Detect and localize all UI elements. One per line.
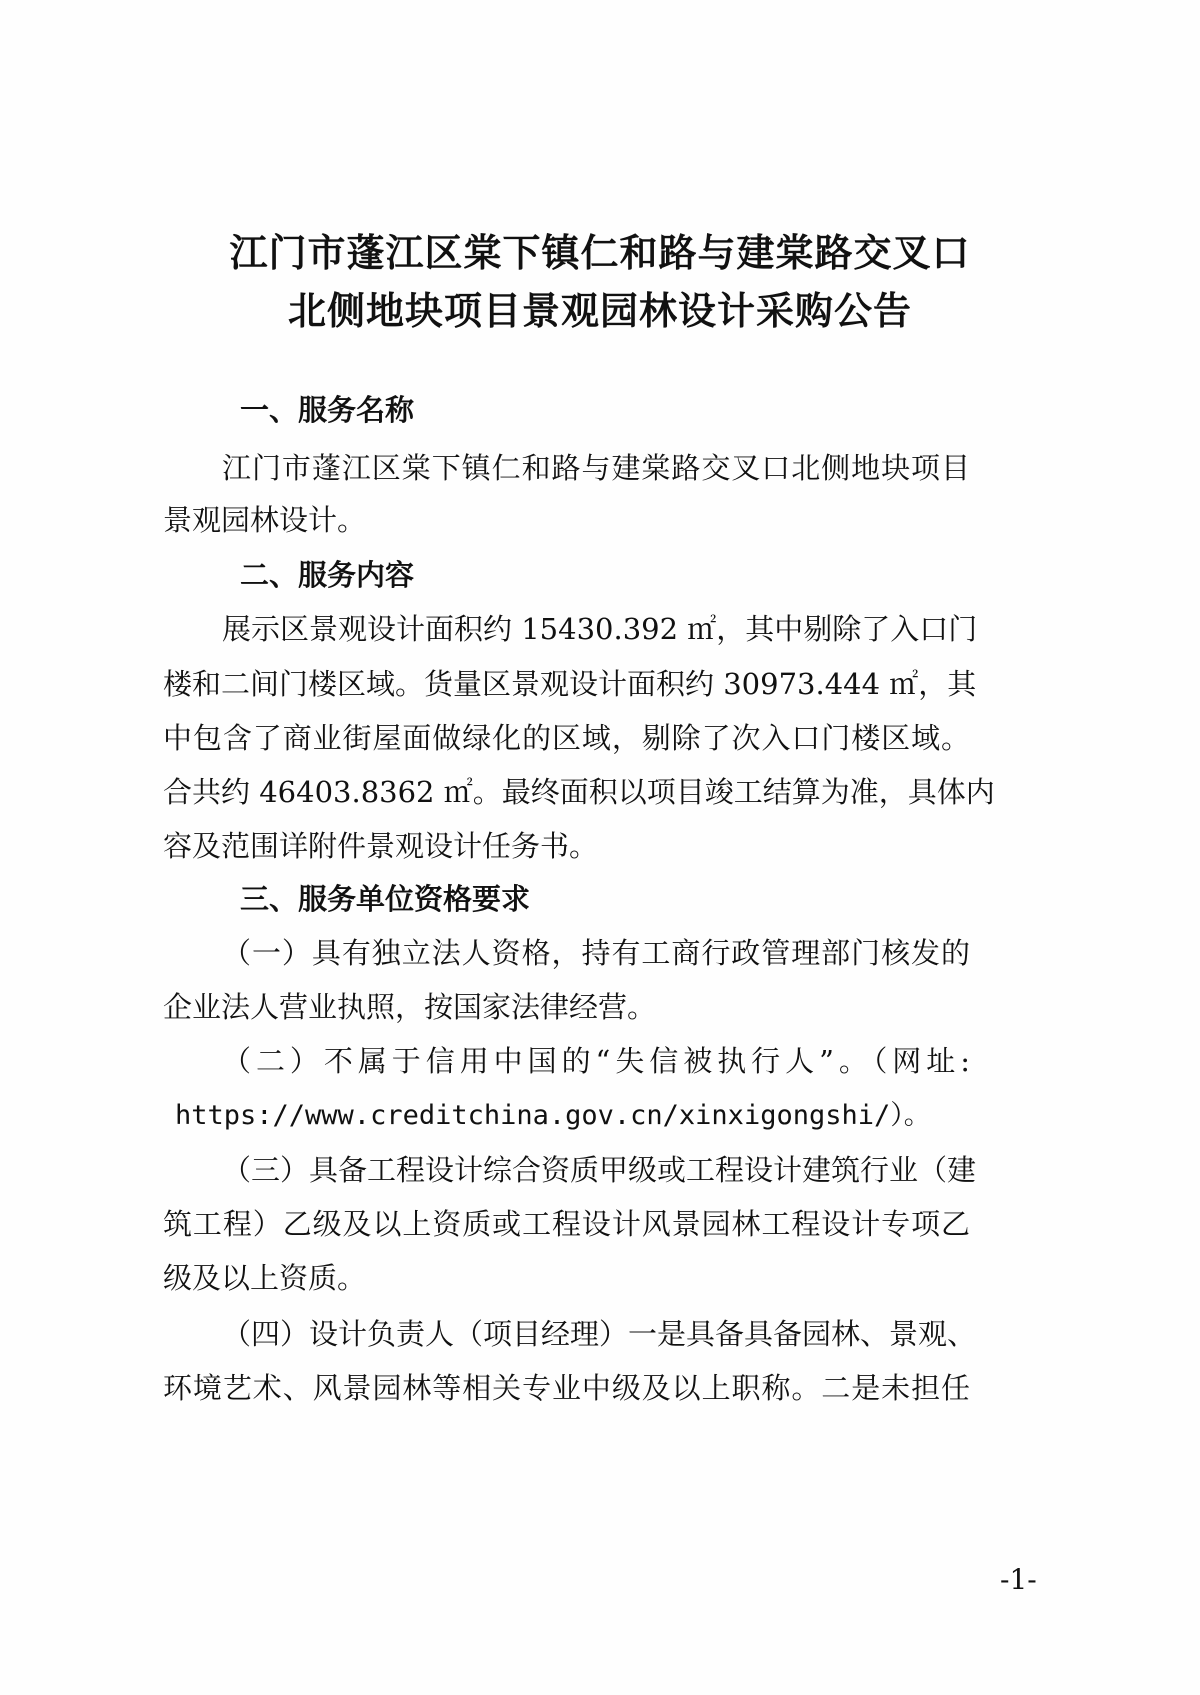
credit-china-url: https://www.creditchina.gov.cn/xinxigongshi/）。: [175, 1100, 931, 1131]
section-heading-service-content: 二、服务内容: [240, 558, 415, 592]
document-title-line-2: 北侧地块项目景观园林设计采购公告: [287, 288, 912, 333]
paragraph-line: 中包含了商业街屋面做绿化的区域，剔除了次入口门楼区域。: [163, 721, 970, 755]
paragraph-line: （三）具备工程设计综合资质甲级或工程设计建筑行业（建: [222, 1153, 977, 1187]
paragraph-line: 江门市蓬江区棠下镇仁和路与建棠路交叉口北侧地块项目: [222, 451, 970, 485]
paragraph-line: 级及以上资质。: [163, 1261, 367, 1295]
paragraph-line: （一）具有独立法人资格，持有工商行政管理部门核发的: [222, 936, 970, 970]
document-title-line-1: 江门市蓬江区棠下镇仁和路与建棠路交叉口: [229, 230, 971, 275]
section-heading-service-name: 一、服务名称: [240, 393, 415, 427]
paragraph-line: 环境艺术、风景园林等相关专业中级及以上职称。二是未担任: [163, 1371, 970, 1405]
paragraph-line: 展示区景观设计面积约 15430.392 ㎡，其中剔除了入口门: [222, 612, 978, 646]
section-heading-qualification: 三、服务单位资格要求: [240, 882, 531, 916]
paragraph-line: 景观园林设计。: [163, 503, 367, 537]
paragraph-line: （二）不属于信用中国的“失信被执行人”。（网址:: [222, 1044, 970, 1078]
paragraph-line: 容及范围详附件景观设计任务书。: [163, 829, 599, 863]
paragraph-line: （四）设计负责人（项目经理）一是具备具备园林、景观、: [222, 1317, 977, 1351]
paragraph-line: 合共约 46403.8362 ㎡。最终面积以项目竣工结算为准，具体内: [163, 775, 995, 809]
paragraph-line: 企业法人营业执照，按国家法律经营。: [163, 990, 657, 1024]
paragraph-line: 楼和二间门楼区域。货量区景观设计面积约 30973.444 ㎡，其: [163, 667, 977, 701]
paragraph-line: 筑工程）乙级及以上资质或工程设计风景园林工程设计专项乙: [163, 1207, 970, 1241]
page-number: -1-: [1000, 1563, 1037, 1596]
